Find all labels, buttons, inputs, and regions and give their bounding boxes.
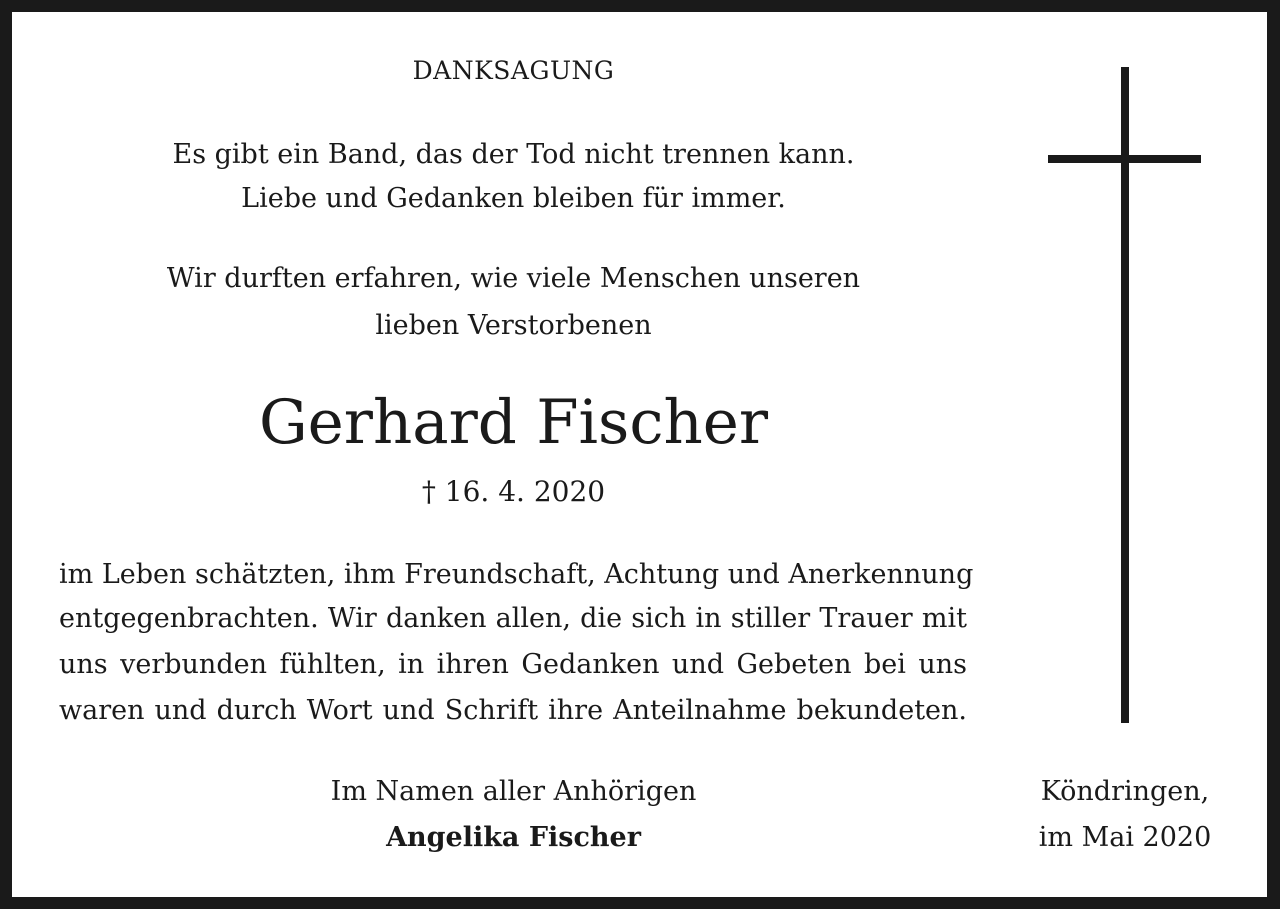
signature-name: Angelika Fischer [386,822,641,853]
body-line-2: entgegenbrachten. Wir danken allen, die sich in stiller Trauer mit [59,603,967,634]
place-line: Köndringen, [1040,776,1210,807]
intro-line-1: Wir durften erfahren, wie viele Menschen unseren [166,263,861,294]
signature-intro: Im Namen aller Anhörigen [330,776,697,807]
date-line: im Mai 2020 [1038,822,1212,853]
quote-line-1: Es gibt ein Band, das der Tod nicht trennen kann. [172,139,855,170]
death-date: † 16. 4. 2020 [421,475,606,508]
body-line-3: uns verbunden fühlten, in ihren Gedanken und Gebeten bei uns [59,649,967,680]
body-line-1: im Leben schätzten, ihm Freundschaft, Achtung und Anerkennung [59,559,974,590]
body-line-4: waren und durch Wort und Schrift ihre Anteilnahme bekundeten. [59,695,967,726]
notice-heading: DANKSAGUNG [412,56,615,85]
intro-line-2: lieben Verstorbenen [375,310,652,341]
cross-horizontal-bar [1048,155,1201,163]
deceased-name: Gerhard Fischer [258,387,769,458]
quote-line-2: Liebe und Gedanken bleiben für immer. [241,183,786,214]
cross-vertical-bar [1121,67,1129,723]
